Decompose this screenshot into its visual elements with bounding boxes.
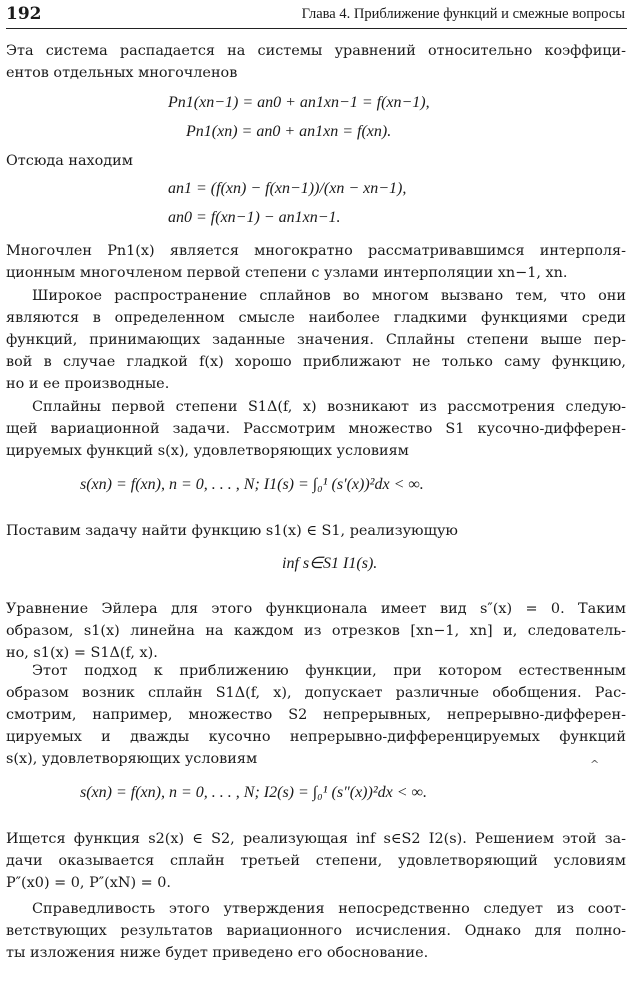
- equation-inf-i1: inf s∈S1 I1(s).: [282, 555, 378, 572]
- text-line: образом возник сплайн S1Δ(f, x), допускает различные обобщения. Рас-: [6, 685, 626, 701]
- text-line: цируемых функций s(x), удовлетворяющих условиям: [6, 443, 409, 459]
- paragraph-9: [6, 828, 626, 894]
- text-line: Сплайны первой степени S1Δ(f, x) возникают из рассмотрения следую-: [32, 399, 626, 415]
- text-line: функций, принимающих заданные значения. Сплайны степени выше пер-: [6, 332, 626, 348]
- chapter-title: Глава 4. Приближение функций и смежные вопросы: [301, 6, 625, 22]
- text-line: дачи оказывается сплайн третьей степени, удовлетворяющий условиям: [6, 853, 626, 869]
- text-line: но и ее производные.: [6, 376, 170, 392]
- equation-a-n1: an1 = (f(xn) − f(xn−1))/(xn − xn−1),: [168, 180, 407, 197]
- paragraph-4: [6, 285, 626, 395]
- text-line: Эта система распадается на системы уравнений относительно коэффици-: [6, 43, 626, 59]
- equation-p-n1-first: Pn1(xn−1) = an0 + an1xn−1 = f(xn−1),: [168, 94, 430, 111]
- equation-conditions-i1: s(xn) = f(xn), n = 0, . . . , N; I1(s) = ∫₀¹ (s′(x))²dx < ∞.: [80, 476, 424, 493]
- text-line: щей вариационной задачи. Рассмотрим множество S1 кусочно-дифферен-: [6, 421, 626, 437]
- text-line: Ищется функция s2(x) ∈ S2, реализующая inf s∈S2 I2(s). Решением этой за-: [6, 831, 626, 847]
- paragraph-2: [6, 150, 626, 172]
- text-line: Многочлен Pn1(x) является многократно рассматривавшимся интерполя-: [6, 243, 626, 259]
- text-line: смотрим, например, множество S2 непрерывных, непрерывно-дифферен-: [6, 707, 626, 723]
- paragraph-7: [6, 598, 626, 664]
- text-line: цируемых и дважды кусочно непрерывно-дифференцируемых функций: [6, 729, 626, 745]
- text-line: но, s1(x) = S1Δ(f, x).: [6, 645, 158, 661]
- text-line: Широкое распространение сплайнов во многом вызвано тем, что они: [32, 288, 626, 304]
- text-line: вой в случае гладкой f(x) хорошо приближают не только саму функцию,: [6, 354, 626, 370]
- equation-a-n0: an0 = f(xn−1) − an1xn−1.: [168, 209, 341, 226]
- text-line: Справедливость этого утверждения непосредственно следует из соот-: [32, 901, 626, 917]
- text-line: являются в определенном смысле наиболее гладкими функциями среди: [6, 310, 626, 326]
- paragraph-10: [6, 898, 626, 964]
- page-number: 192: [6, 4, 42, 24]
- text-line: Отсюда находим: [6, 153, 133, 169]
- text-line: P″(x0) = 0, P″(xN) = 0.: [6, 875, 172, 891]
- equation-p-n1-second: Pn1(xn) = an0 + an1xn = f(xn).: [186, 123, 392, 140]
- paragraph-8: [6, 660, 626, 770]
- text-line: Поставим задачу найти функцию s1(x) ∈ S1, реализующую: [6, 523, 458, 539]
- text-line: ветствующих результатов вариационного исчисления. Однако для полно-: [6, 923, 626, 939]
- text-line: ционным многочленом первой степени с узлами интерполяции xn−1, xn.: [6, 265, 568, 281]
- text-line: образом, s1(x) линейна на каждом из отрезков [xn−1, xn] и, следователь-: [6, 623, 626, 639]
- text-line: Этот подход к приближению функции, при котором естественным: [32, 663, 626, 679]
- text-line: ентов отдельных многочленов: [6, 65, 238, 81]
- paragraph-3: [6, 240, 626, 284]
- text-line: Уравнение Эйлера для этого функционала имеет вид s″(x) = 0. Таким: [6, 601, 626, 617]
- running-header: [6, 2, 627, 29]
- paragraph-1: [6, 40, 626, 84]
- paragraph-6: [6, 520, 626, 542]
- paragraph-5: [6, 396, 626, 462]
- scan-mark: ^: [590, 758, 600, 771]
- equation-conditions-i2: s(xn) = f(xn), n = 0, . . . , N; I2(s) = ∫₀¹ (s″(x))²dx < ∞.: [80, 784, 427, 801]
- text-line: ты изложения ниже будет приведено его обоснование.: [6, 945, 429, 961]
- text-line: s(x), удовлетворяющих условиям: [6, 751, 258, 767]
